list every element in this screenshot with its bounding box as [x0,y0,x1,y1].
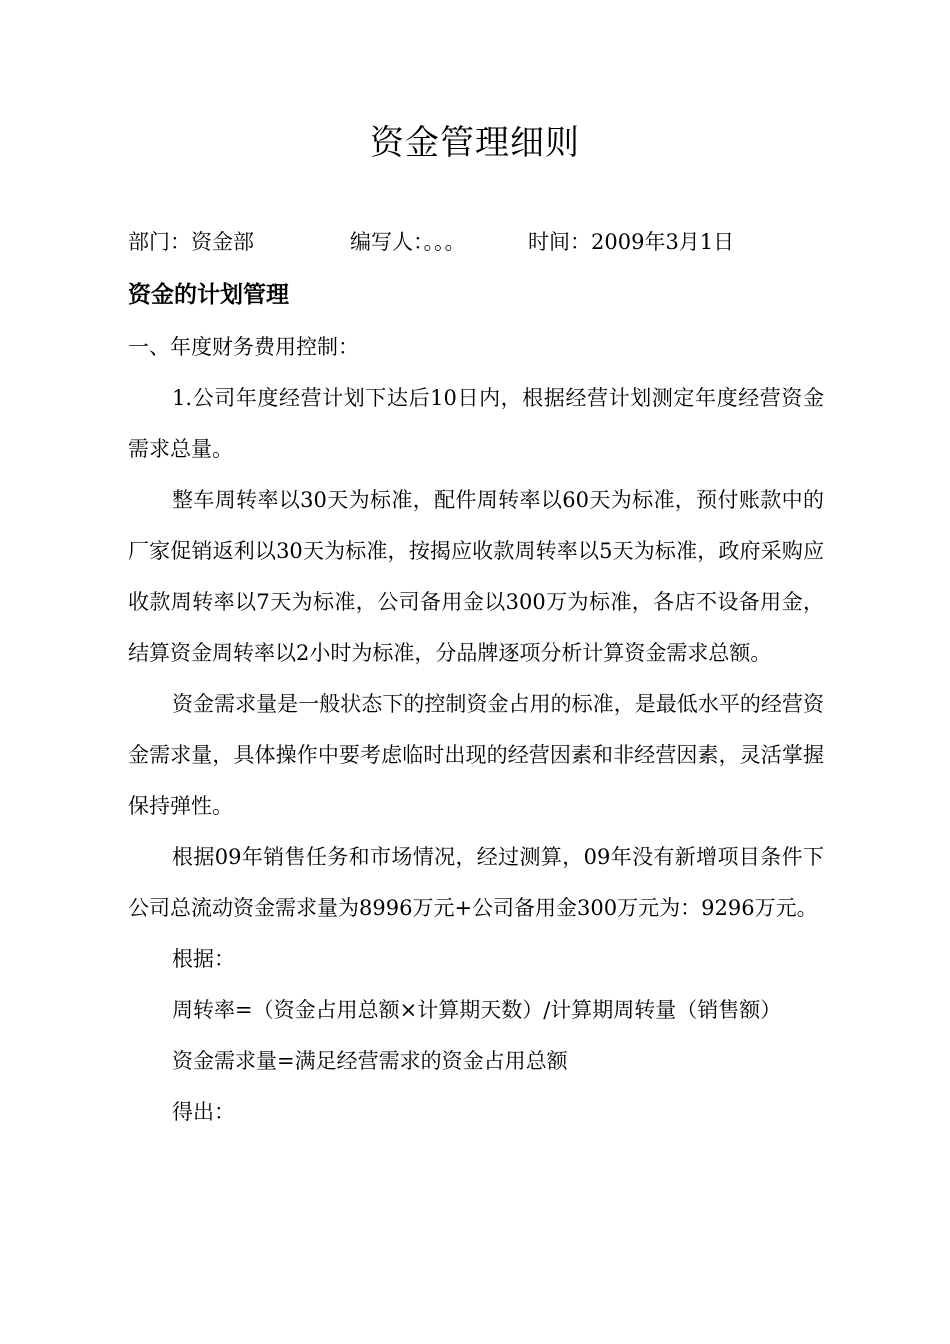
section-heading: 资金的计划管理 [128,282,289,308]
paragraph: 整车周转率以30天为标准，配件周转率以60天为标准，预付账款中的厂家促销返利以30天为标准，按揭应收款周转率以5天为标准，政府采购应收款周转率以7天为标准，公司备用金以300万为标准，各店不设备用金，结算资金周转率以2小时为标准，分品牌逐项分析计算资金需求总额。 [128,488,824,665]
formula-turnover-rate: 周转率=（资金占用总额×计算期天数）/计算期周转量（销售额） [172,998,782,1022]
subheading: 一、年度财务费用控制： [128,335,359,359]
document-title: 资金管理细则 [370,123,580,163]
paragraph: 根据： [172,947,235,971]
document-body [128,322,824,1138]
paragraph: 根据09年销售任务和市场情况，经过测算，09年没有新增项目条件下公司总流动资金需求量为8996万元+公司备用金300万元为：9296万元。 [128,845,824,920]
department-label: 部门：资金部 [128,230,254,254]
formula-capital-requirement: 资金需求量=满足经营需求的资金占用总额 [172,1049,568,1073]
paragraph: 得出： [172,1100,235,1124]
date-label: 时间：2009年3月1日 [528,230,735,254]
author-label: 编写人：。。。 [350,230,466,254]
paragraph: 资金需求量是一般状态下的控制资金占用的标准，是最低水平的经营资金需求量，具体操作中要考虑临时出现的经营因素和非经营因素，灵活掌握保持弹性。 [128,692,824,818]
paragraph: 1.公司年度经营计划下达后10日内，根据经营计划测定年度经营资金需求总量。 [128,386,824,461]
